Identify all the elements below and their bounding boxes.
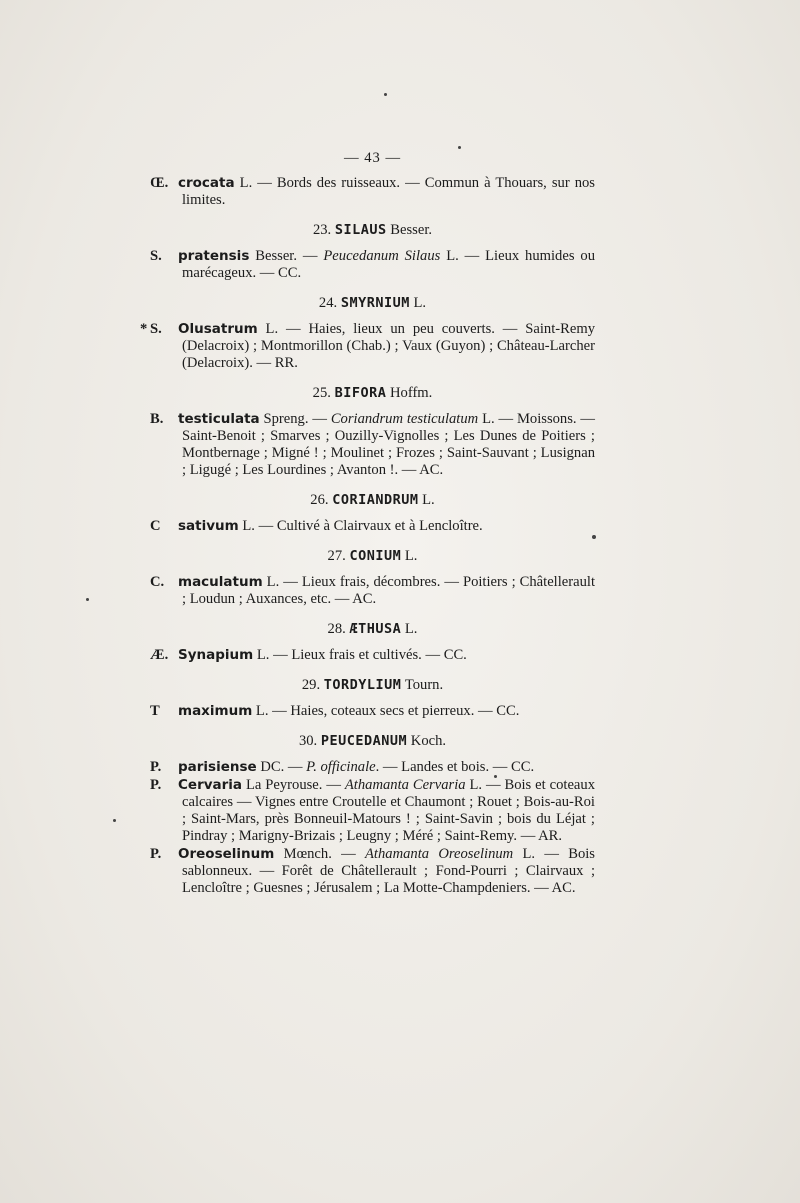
genus-heading [150, 621, 595, 638]
description-text: . — Landes et bois. — CC. [375, 759, 535, 775]
genus-heading [150, 677, 595, 694]
genus-heading [150, 222, 595, 239]
genus-author: L. [422, 492, 435, 508]
description-text: L. — Bois et coteaux calcaires — Vignes entre Croutelle et Chaumont ; Rouet ; Bois-au-Roi ; Saint-Mars, près Bonneuil-Matours ! ; Saint-Savin ; bois du Léjat ; Pindray ; Marigny-Brizais ; Leugny ; Méré ; Saint-Remy. — AR. [182, 777, 595, 844]
genus-number: 24. [318, 295, 338, 311]
genus-abbreviation: S. [150, 248, 162, 264]
genus-author: Besser. [390, 222, 433, 238]
species-author: DC. [256, 759, 285, 775]
species-name: Oreoselinum [178, 846, 275, 862]
synonym-text: Coriandrum testiculatum [330, 411, 479, 427]
genus-author: Koch. [410, 733, 447, 749]
genus-abbreviation: C. [150, 574, 165, 590]
species-author: L. [238, 518, 255, 534]
species-name: pratensis [178, 248, 250, 264]
genus-number: 29. [301, 677, 321, 693]
genus-abbreviation: P. [150, 759, 162, 775]
text-column [140, 150, 596, 898]
genus-author: L. [404, 548, 418, 564]
genus-abbreviation: Æ. [150, 647, 169, 663]
species-author: L. [257, 321, 279, 337]
genus-name: SILAUS [334, 222, 387, 238]
species-name: parisiense [178, 759, 257, 775]
description-text: L. — Lieux humides ou marécageux. — CC. [182, 248, 595, 281]
description-text: — Cultivé à Clairvaux et à Lencloître. [254, 518, 483, 534]
genus-author: Hoffm. [390, 385, 433, 401]
genus-number: 23. [312, 222, 332, 238]
page-number: — 43 — [343, 150, 402, 166]
genus-number: 30. [298, 733, 318, 749]
description-text: — [308, 411, 331, 427]
genus-name: SMYRNIUM [340, 295, 410, 311]
species-author: L. [252, 703, 269, 719]
species-entry [140, 321, 596, 372]
genus-heading [150, 548, 595, 565]
species-author: Mœnch. [274, 846, 332, 862]
genus-heading [150, 733, 595, 750]
species-entry [150, 777, 595, 845]
description-text: — [322, 777, 345, 793]
description-text: — Lieux frais et cultivés. — CC. [269, 647, 467, 663]
synonym-text: Athamanta Oreoselinum [365, 846, 514, 862]
species-name: sativum [178, 518, 239, 534]
species-entry [150, 703, 595, 720]
description-text: — Haies, lieux un peu couverts. — Saint-Remy (Delacroix) ; Montmorillon (Chab.) ; Vaux (Guyon) ; Château-Larcher (Delacroix). — RR. [182, 321, 596, 371]
genus-author: Tourn. [404, 677, 444, 693]
print-speck [384, 93, 387, 96]
genus-abbreviation: C [150, 518, 161, 534]
genus-name: BIFORA [334, 385, 387, 401]
species-name: crocata [178, 175, 235, 191]
species-entry [150, 647, 595, 664]
description-text: — Haies, coteaux secs et pierreux. — CC. [268, 703, 520, 719]
genus-abbreviation: P. [150, 846, 162, 862]
species-entry [150, 518, 595, 535]
genus-heading [150, 295, 595, 312]
synonym-text: Peucedanum Silaus [323, 248, 441, 264]
description-text: — Bords des ruisseaux. — Commun à Thouars, sur nos limites. [182, 175, 595, 208]
print-speck [86, 598, 89, 601]
genus-name: CONIUM [349, 548, 402, 564]
genus-abbreviation: Œ. [150, 175, 169, 191]
species-name: Cervaria [178, 777, 243, 793]
species-author: Besser. [249, 248, 297, 264]
species-name: maximum [178, 703, 253, 719]
species-entry [150, 759, 595, 776]
genus-name: ÆTHUSA [349, 621, 402, 637]
description-text: — [297, 248, 324, 264]
print-speck [113, 819, 116, 822]
species-entry [150, 846, 595, 897]
genus-number: 28. [327, 621, 346, 637]
genus-abbreviation: S. [150, 321, 162, 337]
species-author: L. [253, 647, 270, 663]
species-entry [150, 175, 595, 209]
species-name: Olusatrum [178, 321, 258, 337]
description-text: L. — Bois sablonneux. — Forêt de Châtellerault ; Fond-Pourri ; Clairvaux ; Lencloître ; Guesnes ; Jérusalem ; La Motte-Champdeniers. — AC. [182, 846, 595, 896]
genus-number: 25. [312, 385, 331, 401]
genus-author: L. [413, 295, 427, 311]
species-name: testiculata [178, 411, 260, 427]
species-name: Synapium [178, 647, 254, 663]
print-speck [458, 146, 461, 149]
genus-name: CORIANDRUM [332, 492, 419, 508]
species-entry [150, 411, 595, 479]
synonym-text: P. officinale [306, 759, 376, 775]
genus-abbreviation: B. [150, 411, 164, 427]
genus-abbreviation: T [150, 703, 160, 719]
genus-number: 27. [327, 548, 346, 564]
species-author: Spreng. [259, 411, 309, 427]
species-author: La Peyrouse. [242, 777, 323, 793]
species-entry [150, 574, 595, 608]
description-text: — [331, 846, 366, 862]
species-entry [150, 248, 595, 282]
description-text: L. — Moissons. — Saint-Benoit ; Smarves ; Ouzilly-Vignolles ; Les Dunes de Poitiers ; Montbernage ; Migné ! ; Moulinet ; Frozes ; Saint-Sauvant ; Lusignan ; Ligugé ; Les Lourdines ; Avanton !. — AC. [182, 411, 596, 478]
species-name: maculatum [178, 574, 263, 590]
genus-heading [150, 492, 595, 509]
genus-name: PEUCEDANUM [320, 733, 408, 749]
species-author: L. [234, 175, 253, 191]
genus-abbreviation: P. [150, 777, 162, 793]
genus-author: L. [404, 621, 418, 637]
asterisk-marker: * [140, 321, 148, 337]
genus-number: 26. [310, 492, 329, 508]
genus-heading [150, 385, 595, 402]
species-author: L. [262, 574, 280, 590]
synonym-text: Athamanta Cervaria [344, 777, 466, 793]
description-text: — [284, 759, 307, 775]
genus-name: TORDYLIUM [323, 677, 402, 693]
description-text: — Lieux frais, décombres. — Poitiers ; Châtellerault ; Loudun ; Auxances, etc. — AC. [182, 574, 595, 607]
